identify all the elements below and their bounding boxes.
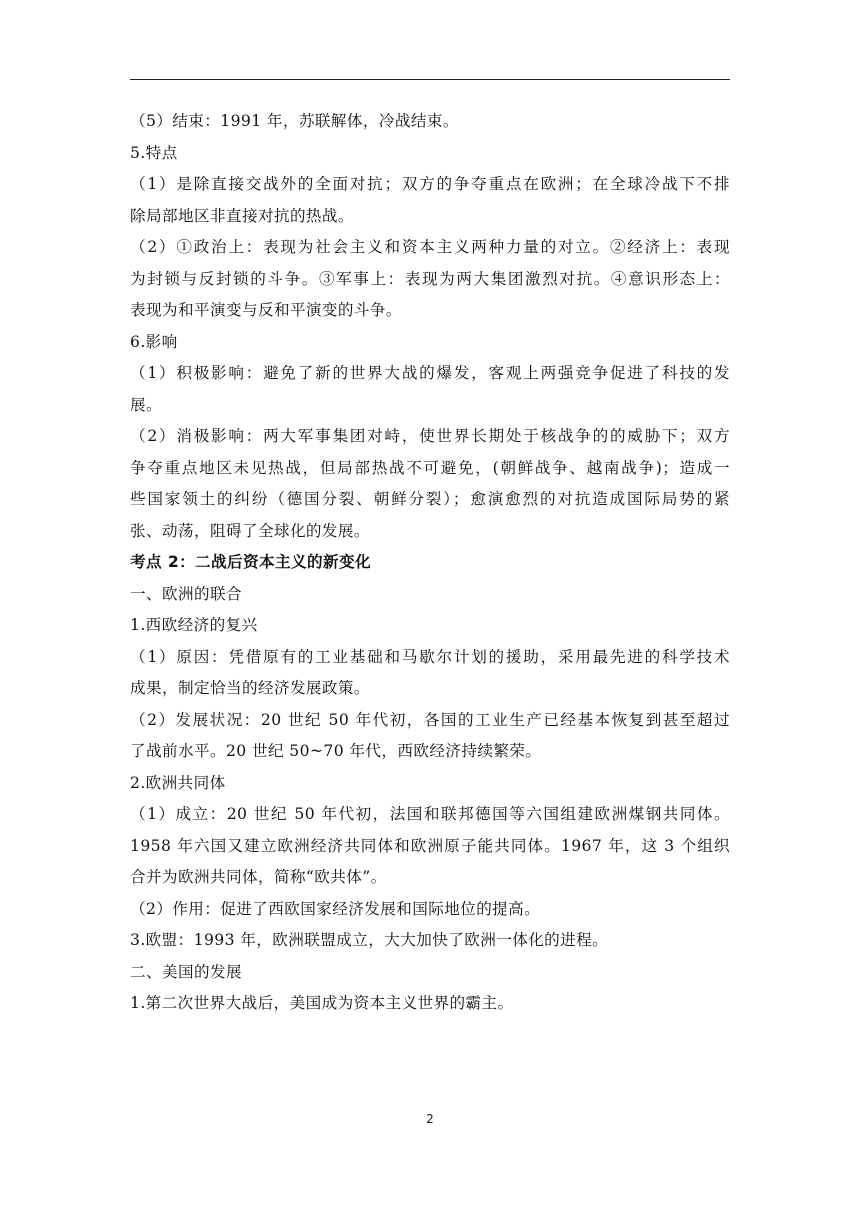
text-line: （1）原因：凭借原有的工业基础和马歇尔计划的援助，采用最先进的科学技术 xyxy=(130,647,730,666)
text-line: 了战前水平。20 世纪 50~70 年代，西欧经济持续繁荣。 xyxy=(130,742,542,760)
topic-heading: 考点 2：二战后资本主义的新变化 xyxy=(130,553,371,571)
text-line: （2）作用：促进了西欧国家经济发展和国际地位的提高。 xyxy=(130,899,541,918)
text-line: 3.欧盟：1993 年，欧洲联盟成立，大大加快了欧洲一体化的进程。 xyxy=(130,931,609,949)
text-line: （1）是除直接交战外的全面对抗；双方的争夺重点在欧洲；在全球冷战下不排 xyxy=(130,175,730,193)
section-heading: 二、美国的发展 xyxy=(130,962,242,981)
text-line: 表现为和平演变与反和平演变的斗争。 xyxy=(130,301,402,319)
text-line: （2）①政治上：表现为社会主义和资本主义两种力量的对立。②经济上：表现 xyxy=(130,238,730,256)
text-line: （5）结束：1991 年，苏联解体，冷战结束。 xyxy=(130,112,459,130)
page-body xyxy=(130,106,730,1020)
text-line: （2）发展状况：20 世纪 50 年代初，各国的工业生产已经基本恢复到甚至超过 xyxy=(130,710,730,729)
section-heading: 一、欧洲的联合 xyxy=(130,584,242,603)
section-heading: 5.特点 xyxy=(130,143,178,162)
text-line: 合并为欧洲共同体，简称“欧共体”。 xyxy=(130,868,387,886)
text-line: （1）积极影响：避免了新的世界大战的爆发，客观上两强竞争促进了科技的发 xyxy=(130,364,730,382)
page-number: 2 xyxy=(426,1112,434,1126)
text-line: 1958 年六国又建立欧洲经济共同体和欧洲原子能共同体。1967 年，这 3 个组织 xyxy=(130,836,730,855)
text-line: 争夺重点地区未见热战，但局部热战不可避免，(朝鲜战争、越南战争)；造成一 xyxy=(130,458,730,477)
text-line: 除局部地区非直接对抗的热战。 xyxy=(130,206,354,225)
text-line: （2）消极影响：两大军事集团对峙，使世界长期处于核战争的的威胁下；双方 xyxy=(130,427,730,445)
text-line: （1）成立：20 世纪 50 年代初，法国和联邦德国等六国组建欧洲煤钢共同体。 xyxy=(130,805,730,823)
section-heading: 6.影响 xyxy=(130,332,178,351)
header-rule xyxy=(130,79,730,80)
text-line: 成果，制定恰当的经济发展政策。 xyxy=(130,679,370,697)
text-line: 展。 xyxy=(130,395,162,414)
text-line: 些国家领土的纠纷（德国分裂、朝鲜分裂）；愈演愈烈的对抗造成国际局势的紧 xyxy=(130,490,730,508)
text-line: 张、动荡，阻碍了全球化的发展。 xyxy=(130,521,370,540)
text-line: 为封锁与反封锁的斗争。③军事上：表现为两大集团激烈对抗。④意识形态上： xyxy=(130,269,730,288)
text-line: 1.第二次世界大战后，美国成为资本主义世界的霸主。 xyxy=(130,994,514,1012)
subsection-heading: 1.西欧经济的复兴 xyxy=(130,616,258,634)
subsection-heading: 2.欧洲共同体 xyxy=(130,773,226,792)
